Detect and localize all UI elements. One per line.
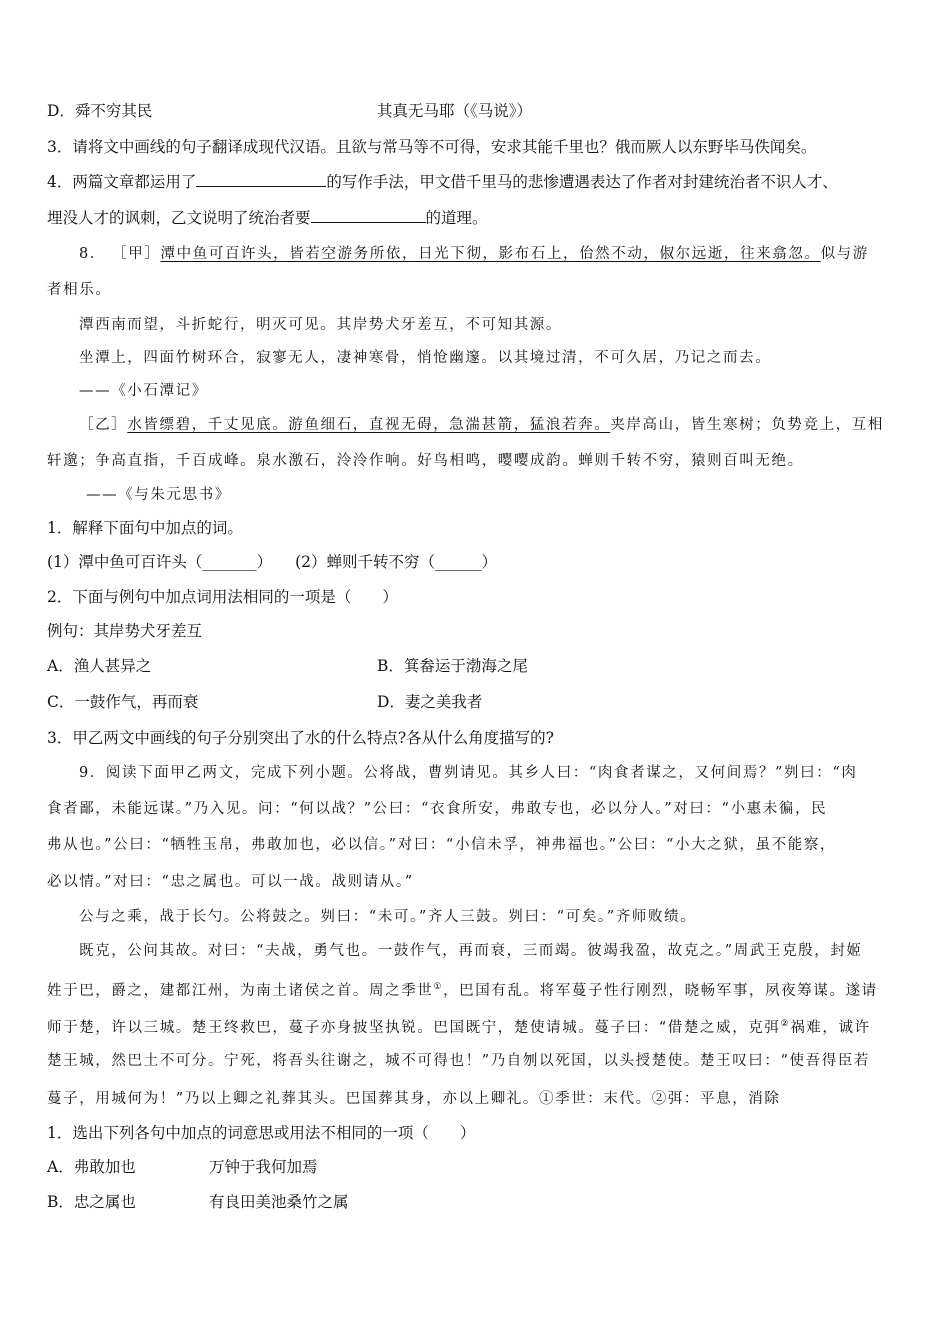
q8-q2-options-cd (47, 692, 907, 712)
q9-question-1: 1．选出下列各句中加点的词意思或用法不相同的一项（ ） (47, 1124, 476, 1142)
q8-yi-line1 (79, 415, 939, 435)
q7-q4-blank-1[interactable] (196, 172, 326, 187)
q8-q2-option-d[interactable]: D．妻之美我者 (377, 693, 483, 711)
q9-line-9: 楚王城，然巴土不可分。宁死，将吾头往谢之，城不可得也！”乃自刎以死国，以头授楚使。楚王叹曰：“使吾得臣若 (47, 1053, 871, 1069)
q8-yi-underlined: 水皆缥碧，千丈见底。游鱼细石，直视无碍，急湍甚箭，猛浪若奔。 (127, 417, 611, 433)
q9-q1-option-b-right: 有良田美池桑竹之属 (209, 1193, 349, 1211)
q9-q1-option-b[interactable] (47, 1192, 907, 1212)
q9-line-7 (47, 977, 907, 1001)
q8-jia-underlined: 潭中鱼可百许头，皆若空游务所依，日光下彻，影布石上，佁然不动，俶尔远逝，往来翕忽。 (160, 246, 821, 262)
q9-footnote-marker-2: ② (780, 1019, 791, 1029)
q8-para2: 潭西南而望，斗折蛇行，明灭可见。其岸势犬牙差互，不可知其源。 (79, 317, 562, 333)
q9-q1-option-a[interactable] (47, 1157, 907, 1177)
q8-number: 8． (79, 246, 106, 262)
q8-q2-options-ab (47, 656, 907, 676)
q8-yi-line2: 轩邈；争高直指，千百成峰。泉水激石，泠泠作响。好鸟相鸣，嘤嘤成韵。蝉则千转不穷，猿则百叫无绝。 (47, 453, 804, 469)
q8-source-2: ——《与朱元思书》 (86, 487, 231, 503)
q7-question-4 (47, 172, 907, 192)
q7-q4-text-a: 4．两篇文章都运用了 (47, 173, 197, 191)
q8-q2-example: 例句：其岸势犬牙差互 (47, 622, 203, 640)
q9-line-8 (47, 1014, 907, 1038)
q7-option-d-left: D．舜不穷其民 (47, 102, 153, 120)
q7-q4-blank-2[interactable] (311, 208, 426, 223)
q8-yi-rest: 夹岸高山，皆生寒树；负势竞上，互相 (610, 417, 885, 433)
q9-line-7b: ，巴国有乱。将军蔓子性行刚烈，晓畅军事，夙夜筹谋。遂请 (443, 982, 878, 999)
q8-jia-tag: ［甲］ (112, 246, 161, 262)
q9-q1-option-a-right: 万钟于我何加焉 (209, 1158, 318, 1176)
q7-question-3: 3．请将文中画线的句子翻译成现代汉语。且欲与常马等不可得，安求其能千里也？俄而厥人以东野毕马佚闻矣。 (47, 138, 817, 156)
q8-q1-item-2: (2）蝉则千转不穷（______） (295, 553, 498, 571)
q7-question-4-cont (47, 208, 907, 228)
q8-q2-option-c[interactable]: C．一鼓作气，再而衰 (47, 693, 199, 711)
q8-para3: 坐潭上，四面竹树环合，寂寥无人，凄神寒骨，悄怆幽邃。以其境过清，不可久居，乃记之而去。 (79, 350, 772, 366)
q8-q2-option-a[interactable]: A．渔人甚异之 (47, 657, 152, 675)
q8-question-2: 2．下面与例句中加点词用法相同的一项是（ ） (47, 588, 398, 606)
q7-q4-text-b: 的写作手法，甲文借千里马的悲惨遭遇表达了作者对封建统治者不识人才、 (326, 173, 838, 191)
q8-question-1-items (47, 552, 907, 572)
q8-yi-tag: ［乙］ (79, 417, 128, 433)
q8-jia-line1 (79, 244, 939, 264)
q9-q1-option-a-left: A．弗敢加也 (47, 1158, 136, 1176)
q9-line-6: 既克，公问其故。对曰：“夫战，勇气也。一鼓作气，再而衰，三而竭。彼竭我盈，故克之。”周武王克殷，封姬 (79, 943, 863, 959)
q7-q4-text-c: 埋没人才的讽刺，乙文说明了统治者要 (47, 209, 311, 227)
q8-jia-line2: 者相乐。 (47, 282, 112, 298)
q9-line-5: 公与之乘，战于长勺。公将鼓之。刿曰：“未可。”齐人三鼓。刿曰：“可矣。”齐师败绩。 (79, 909, 697, 925)
q9-line-4: 必以情。”对曰：“忠之属也。可以一战。战则请从。” (47, 874, 414, 890)
q9-line-7a: 姓于巴，爵之，建都江州，为南土诸侯之首。周之季世 (47, 982, 434, 999)
q9-line-1: 9．阅读下面甲乙两文，完成下列小题。公将战，曹刿请见。其乡人曰：“肉食者谋之，又何间焉？”刿曰：“肉 (79, 765, 858, 781)
q8-source-1: ——《小石潭记》 (79, 383, 208, 399)
q7-option-d-right: 其真无马耶（《马说》） (377, 102, 533, 120)
q8-question-1: 1．解释下面句中加点的词。 (47, 519, 243, 537)
q9-footnote-marker-1: ① (433, 982, 444, 992)
q8-q2-option-b[interactable]: B．箕畚运于渤海之尾 (377, 657, 528, 675)
q8-question-3: 3．甲乙两文中画线的句子分别突出了水的什么特点?各从什么角度描写的? (47, 729, 554, 747)
q9-line-10: 蔓子，用城何为！”乃以上卿之礼葬其头。巴国葬其身，亦以上卿礼。①季世：末代。②弭：平息，消除 (47, 1091, 781, 1107)
q8-jia-rest: 似与游 (820, 246, 869, 262)
q9-line-8b: 祸难，诚许 (790, 1019, 871, 1036)
q8-q1-item-1: (1）潭中鱼可百许头（_______） (47, 553, 273, 571)
q9-line-8a: 师于楚，许以三城。楚王终救巴，蔓子亦身披坚执锐。巴国既宁，楚使请城。蔓子曰：“借楚之威，克弭 (47, 1019, 781, 1036)
q7-q4-text-d: 的道理。 (425, 209, 488, 227)
q7-option-d (47, 101, 907, 121)
q9-line-3: 弗从也。”公曰：“牺牲玉帛，弗敢加也，必以信。”对曰：“小信未孚，神弗福也。”公曰：“小大之狱，虽不能察， (47, 837, 837, 853)
q9-q1-option-b-left: B．忠之属也 (47, 1193, 136, 1211)
q9-line-2: 食者鄙，未能远谋。”乃入见。问：“何以战？”公曰：“衣食所安，弗敢专也，必以分人。”对曰：“小惠未徧，民 (47, 801, 828, 817)
